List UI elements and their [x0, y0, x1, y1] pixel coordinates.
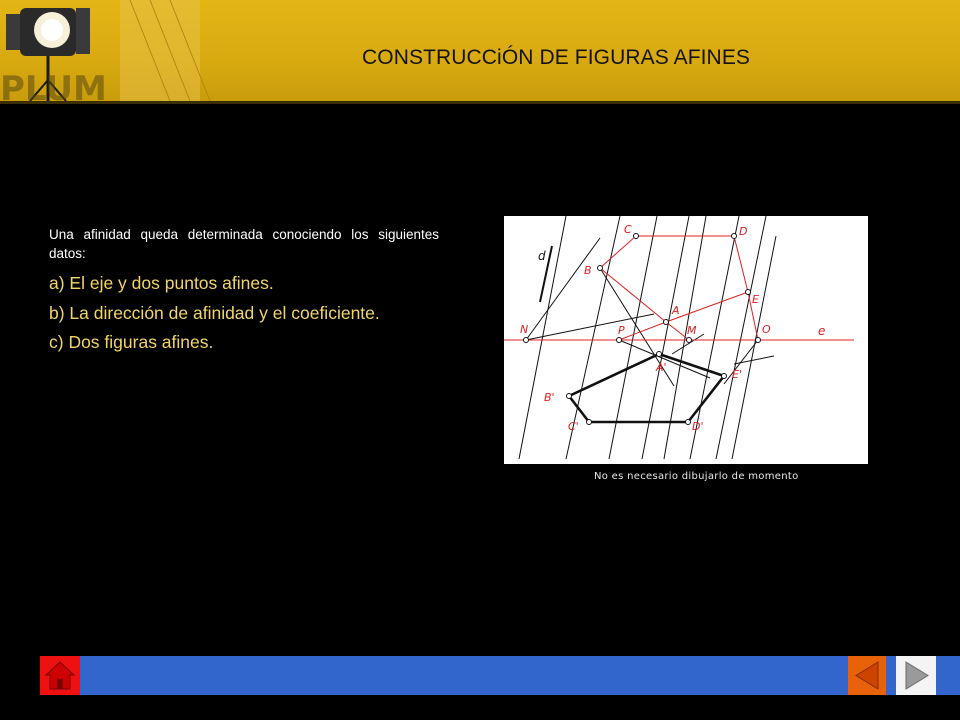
point-label: N: [520, 323, 529, 336]
header-bar: [0, 0, 960, 101]
point-label: D: [739, 225, 748, 238]
affine-figure: [569, 354, 724, 422]
point-label: O: [762, 323, 771, 336]
point-label: M: [687, 324, 697, 337]
point-label: C: [624, 223, 632, 236]
diagram-caption: No es necesario dibujarlo de momento: [594, 471, 799, 482]
point-label: B': [544, 391, 555, 404]
point-label: A: [672, 304, 680, 317]
previous-button[interactable]: [848, 656, 886, 695]
next-button[interactable]: [896, 656, 936, 695]
point-label: C': [568, 420, 579, 433]
triangle-right-icon: [896, 656, 936, 695]
page-title: CONSTRUCCiÓN DE FIGURAS AFINES: [362, 46, 751, 69]
option-c: c) Dos figuras afines.: [49, 332, 214, 352]
axis-label: e: [818, 324, 826, 338]
intro-text: Una afinidad queda determinada conociendo los siguientes datos:: [49, 227, 439, 261]
logo-text: PLUM: [0, 69, 107, 101]
affinity-diagram: [504, 216, 868, 464]
direction-label: d: [538, 249, 546, 263]
point-label: E: [752, 293, 759, 306]
point-label: B: [584, 264, 592, 277]
home-icon: [40, 656, 80, 695]
home-button[interactable]: [40, 656, 80, 695]
option-a: a) El eje y dos puntos afines.: [49, 273, 274, 293]
point-label: D': [692, 420, 704, 433]
header-divider: [0, 101, 960, 104]
point-label: A': [656, 361, 667, 374]
spotlight-logo: [0, 0, 250, 101]
point-label: P: [618, 324, 625, 337]
triangle-left-icon: [848, 656, 886, 695]
point-label: E': [732, 368, 742, 381]
option-b: b) La dirección de afinidad y el coeficiente.: [49, 303, 380, 323]
navigation-bar: [40, 656, 960, 695]
